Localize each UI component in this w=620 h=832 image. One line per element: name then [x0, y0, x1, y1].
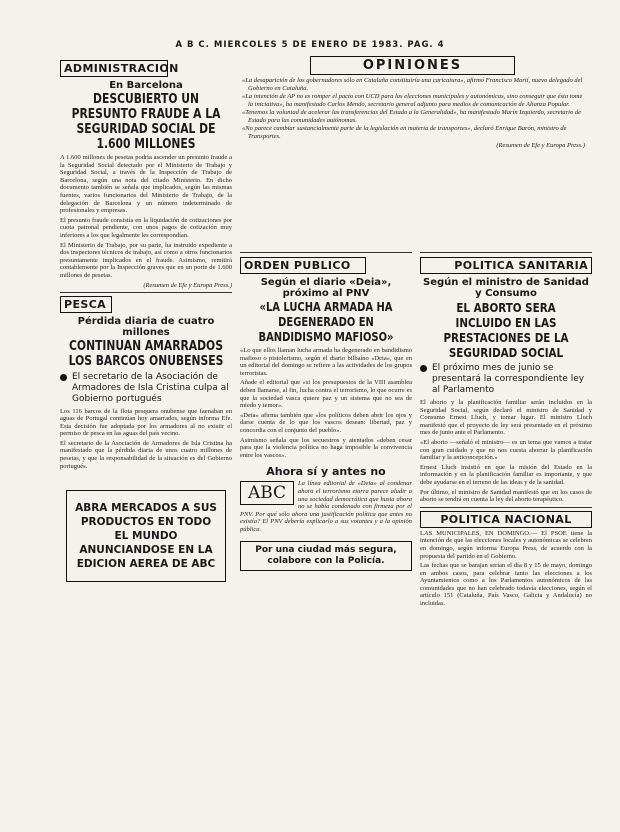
opinion-item: «La intención de AP no es romper el pacto con UCD para las elecciones municipales y autonómicas, sino conseguir que ésta tome la iniciativa», ha manifestado Carlos Mendo, secretario general adjunto para medios de comunicación de Alianza Popular.: [242, 93, 583, 108]
opiniones-title: OPINIONES: [310, 56, 515, 75]
paragraph: Añade el editorial que «si los presupuestos de la VIII asamblea deben llamarse, al fin, lucha contra el terrorismo, lo que ocurre es que la sociedad vasca quiere paz y un sistema que no sea de miedo y temor».: [240, 379, 412, 410]
section-orden-publico: ORDEN PUBLICO: [240, 257, 366, 274]
headline-barcos: CONTINUAN AMARRADOS LOS BARCOS ONUBENSES: [68, 338, 224, 369]
subhead-deia: Según el diario «Deia», próximo al PNV: [260, 277, 392, 299]
headline-aborto: EL ABORTO SERA INCLUIDO EN LAS PRESTACIONES DE LA SEGURIDAD SOCIAL: [443, 300, 569, 360]
column-right: [420, 252, 592, 832]
bullet-secretario: [60, 372, 232, 405]
opinion-item: «No parece cambiar sustancialmente parte de la legislación en materia de transportes», declaró Enrique Barón, ministro de Transportes.: [242, 125, 567, 140]
paragraph: El secretario de la Asociación de Armadores de Isla Cristina ha manifestado que la pérdida diaria de unos cuatro millones de pesetas, y que la responsabilidad de la situación es del Gobierno portugués.: [60, 439, 232, 470]
divider: [420, 507, 592, 508]
section-politica-nacional: POLITICA NACIONAL: [420, 511, 592, 528]
section-pesca: PESCA: [60, 296, 112, 313]
paragraph-italic: La línea editorial de «Deia» al condenar ahora el terrorismo etarra parece aludir a una sociedad democrática que hasta ahora no se había condenado con firmeza por el PNV. Por qué sólo ahora una justificación política que antes no existía? El PNV debería explicarlo a sus votantes y a la opinión pública.: [240, 480, 412, 533]
bullet-junio: [420, 363, 592, 396]
bullet-text: El secretario de la Asociación de Armadores de Isla Cristina culpa al Gobierno portugués: [72, 371, 229, 404]
policia-box: Por una ciudad más segura, colabore con la Policía.: [240, 541, 412, 571]
paragraph: El Ministerio de Trabajo, por su parte, ha instruido expediente a dos inspectores técnicos de trabajo, así como a otros funcionarios presuntamente implicados en el fraude. Asimismo, remitirá contablemente por la Inspección graves que en un porte de 1.600 millones de pesetas.: [60, 241, 232, 279]
bullet-dot-icon: [60, 374, 67, 381]
paragraph: Asimismo señala que los secuestros y atentados «deben cesar para que la violencia política no haga imposible la convivencia entre los vascos».: [240, 436, 412, 459]
paragraph: «Lo que ellos llaman lucha armada ha degenerado en bandidismo mafioso o pistolerismo, según el diario bilbaíno «Deia», que en un editorial del domingo se refiere a las actividades de los grupos terroristas.: [240, 347, 412, 377]
page-header: A B C. MIERCOLES 5 DE ENERO DE 1983. PAG. 4: [175, 40, 445, 50]
bullet-text: El próximo mes de junio se presentará la correspondiente ley al Parlamento: [432, 363, 585, 395]
paragraph: El presunto fraude consistía en la liquidación de cotizaciones por cuota patronal pendiente, con unos pagos de cotización muy inferiores a los que legalmente les correspondían.: [60, 216, 232, 239]
source-note: (Resumen de Efe y Europa Press.): [496, 142, 585, 149]
paragraph: LAS MUNICIPALES, EN DOMINGO.— El PSOE tiene la intención de que las elecciones locales y autonómicas se celebren en domingo, según informa Europa Press, de acuerdo con la propuesta del partido en el Gobierno.: [420, 529, 592, 560]
headline-fraude: DESCUBIERTO UN PRESUNTO FRAUDE A LA SEGURIDAD SOCIAL DE 1.600 MILLONES: [71, 92, 221, 152]
subhead-ministro: Según el ministro de Sanidad y Consumo: [423, 277, 589, 299]
column-left: [60, 60, 232, 825]
subhead-ahora: Ahora sí y antes no: [266, 465, 386, 479]
opinion-item: «Tenemos la voluntad de acelerar las transferencias del Estado a la Generalidad», ha manifestado Marín Izquierdo, secretario de Estado para las comunidades autónomas.: [242, 109, 581, 124]
divider: [60, 292, 232, 293]
paragraph: «El aborto —señaló el ministro— es un tema que vamos a tratar con gran cuidado y que no nos cuesta ahorrar la planificación familiar y la anticoncepción.»: [420, 438, 592, 462]
abc-logo: ABC: [240, 481, 294, 505]
paragraph: Por último, el ministro de Sanidad manifestó que en los casos de aborto se tendrá en cuenta la ley del aborto terapéutico.: [420, 488, 592, 504]
paragraph: Las fechas que se barajan serían el día 8 y 15 de mayo, domingo en ambos casos, para celebrar tanto las elecciones a los Ayuntamientos como a los Parlamentos autonómicos de las comunidades que no han celebrado todavía elecciones, según el artículo 151 (Cataluña, País Vasco, Galicia y Andalucía) no incluidas.: [420, 562, 592, 608]
bullet-dot-icon: [420, 365, 427, 372]
source-note: (Resumen de Efe y Europa Press.): [143, 281, 232, 289]
section-politica-sanitaria: POLITICA SANITARIA: [420, 257, 592, 274]
subhead-perdida: Pérdida diaria de cuatro millones: [77, 315, 215, 338]
paragraph: El aborto y la planificación familiar serán incluidos en la Seguridad Social, según declaró el ministro de Sanidad y Consumo Ernest Lluch, y tomar lugar. El ministro Lluch manifestó que el proyecto de ley será presentado en el próximo mes de junio ante el Parlamento.: [420, 399, 592, 437]
column-middle: [240, 252, 412, 832]
section-administracion: ADMINISTRACION: [60, 60, 168, 77]
opinion-item: «La desaparición de los gobernadores sólo en Cataluña constituiría una caricatura», afirmó Francisco Martí, nuevo delegado del Gobierno en Cataluña.: [242, 77, 583, 92]
headline-lucha-armada: «LA LUCHA ARMADA HA DEGENERADO EN BANDIDISMO MAFIOSO»: [258, 300, 394, 344]
opiniones-block: [240, 56, 585, 244]
ad-box-abc-aerea: ABRA MERCADOS A SUS PRODUCTOS EN TODO EL MUNDO ANUNCIANDOSE EN LA EDICION AEREA DE ABC: [66, 490, 226, 582]
paragraph: Ernest Lluch insistió en que la misión del Estado en la información y en la planificación familiar es importante, y que debe ayudarse en el terreno de las ideas y de la sanidad.: [420, 463, 592, 486]
paragraph: A 1.600 millones de pesetas podría ascender un presunto fraude a la Seguridad Social detectado por el Ministerio de Trabajo y Seguridad Social, a través de la Inspección de Trabajo de Barcelona, según una nota del citado Ministerio. En dicho documento también se señala que implicados, según las mismas fuentes, varios funcionarios del Ministerio de Trabajo, de la delegación de Barcelona y un número indeterminado de profesionales y empresas.: [60, 154, 232, 215]
subhead-barcelona: En Barcelona: [109, 80, 183, 91]
paragraph: Los 116 barcos de la flota pesquera onubense que faenaban en aguas de Portugal continúan hoy amarrados, según informa Efe. Esta decisión fue adoptada por los armadores al no existir el permiso de pesca en las aguas del país vecino.: [60, 407, 232, 438]
paragraph: «Deia» afirma también que «los políticos deben abrir los ojos y darse cuenta de lo que los vascos desean: libertad, paz y concordia con el conjunto del pueblo».: [240, 411, 412, 434]
